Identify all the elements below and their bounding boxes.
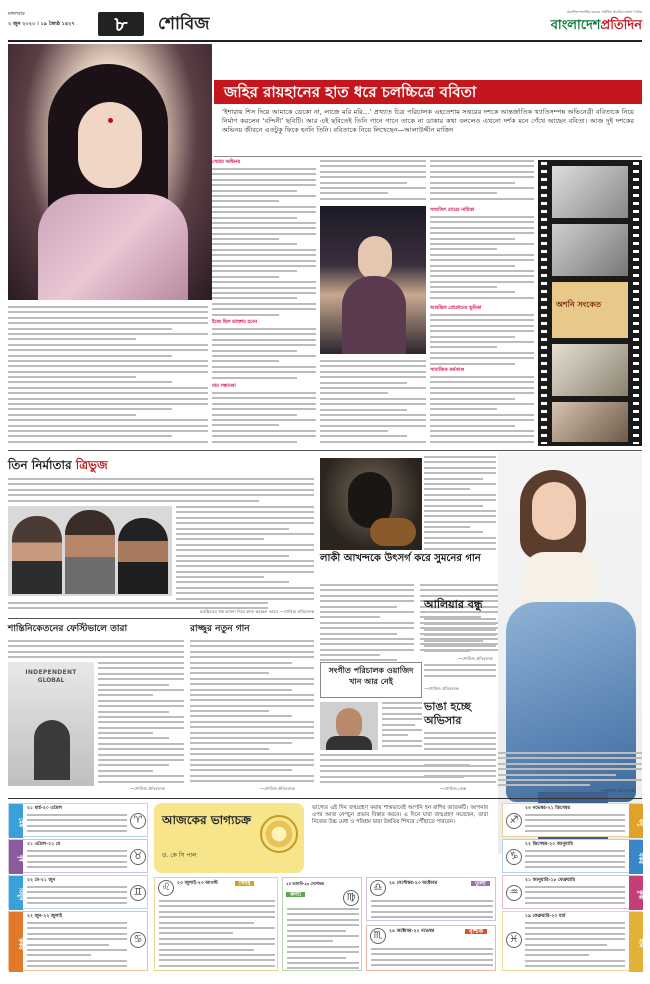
sub-heading-6: সামাজিক কর্মকাণ্ড [430,368,465,373]
lucky-byline: —শোবিজ প্রতিবেদক [458,656,493,661]
sign-name: বৃষ [9,840,23,874]
fish-icon: ♓ [506,932,522,948]
section-divider [8,450,642,451]
sign-date: ২৩ নভেম্বর-২১ ডিসেম্বর [525,806,571,811]
body-lines [371,948,493,970]
scales-icon: ♎ [370,880,386,896]
body-lines [98,662,184,784]
lead-intro: ‘ইশারায় শিস দিয়ে আমাকে ডেকো না, লাজে মরি মরি…’ প্রখ্যাত চিত্র পরিচালক এহতেশাম সত্তরের দশকে আন্তর্জাতিক খ্যাতিসম্পন্ন অভিনেত্রী ববিতাকে নিয়ে নির্মাণ করলেন ‘বন্দিনী’ ছবিটি। আর এই ছবিতেই তিনি গানে গানে তাকে না ডাকার কথা বললেও এখনো দর্শক মনে গেঁথে আছেন ববিতা। আজ দুই দশকের অভিনয় জীবনে এতটুকু ফিকে হননি তিনি। ববিতাকে নিয়ে লিখেছেন—আলাউদ্দীন মাজিদ [222,108,634,134]
film-poster-ashani-sanket [552,282,628,338]
film-perforations-left [541,162,547,444]
sign-name: মিথুন [9,876,23,910]
sign-kanya [282,877,362,971]
body-lines [212,168,316,316]
body-lines [430,160,534,204]
body-lines [525,886,625,908]
sign-name: কর্কট [9,912,23,972]
sign-name: মেষ [9,804,23,838]
lead-col1 [212,160,316,446]
body-lines [8,640,184,662]
bindi [108,118,113,123]
face-shape [78,102,142,188]
saree-shape [38,194,188,300]
body-lines [212,328,316,380]
body-lines [430,376,534,446]
body-lines [320,360,426,446]
rajjak-byline: —শোবিজ প্রতিবেদক [260,786,295,791]
sign-date: ২১ জানুয়ারি-১৮ ফেব্রুয়ারি [525,878,576,883]
twins-icon: ♊ [130,885,146,901]
body-lines [27,886,127,908]
sub-heading-4: সত্যজিৎ রায়ের নায়িকা [430,208,475,213]
sub-heading-3: যার সন্ধানমা [212,384,236,389]
avisar-byline: —শোবিজ প্রতিবেদক [600,788,635,793]
sign-mesh [8,803,148,837]
body-lines [176,506,314,600]
horoscope-section [8,798,642,978]
alia-headline: আলিয়ার বন্ধু [424,598,483,611]
sub-heading-2: ইচ্ছে ছিল ডাক্তার হবেন [212,320,258,325]
sign-name: ধনু [629,804,643,838]
body-lines [212,392,316,446]
sign-name: মকর [629,840,643,874]
body-lines [287,908,359,968]
body-lines [424,732,496,786]
inset-figure [358,236,392,280]
body-lines [320,160,426,200]
wajid-headline: সংগীত পরিচালক ওয়াজিদ খান আর নেই [328,666,414,686]
sign-dhanu [502,803,642,837]
masthead-tagline: প্রকাশিত শতাধিক বছরের সর্বাধিক প্রচারিত বাংলা দৈনিক [566,10,642,14]
lion-icon: ♌ [158,880,174,896]
lead-col2 [320,160,426,446]
sumon-photo [320,458,422,550]
zodiac-wheel-icon [260,815,298,853]
alia-face [532,482,576,540]
body-lines [525,922,625,968]
trio-photo [8,506,172,596]
wajid-byline: —শোবিজ ডেস্ক [440,786,466,791]
bobita-portrait [8,44,212,300]
body-lines [371,900,493,920]
body-lines [27,850,127,872]
body-lines [424,664,496,684]
sign-name: মীন [629,912,643,972]
sign-makar [502,839,642,873]
body-lines [27,814,127,836]
lead-headline: জহির রায়হানের হাত ধরে চলচ্চিত্রে ববিতা [224,83,477,101]
film-frame-2 [552,224,628,276]
sign-date: ১৯ ফেব্রুয়ারি-২০ মার্চ [525,914,566,919]
logo-main: বাংলাদেশ [550,18,601,33]
body-lines [320,584,414,662]
wajid-headline-box [320,662,422,698]
masthead-rule [8,40,642,42]
poster-title: অশনি সংকেত [556,300,602,309]
film-frame-4 [552,344,628,396]
trio-headline-accent: ত্রিভুজ [75,458,108,472]
body-lines [424,618,496,654]
poster-figure [34,720,70,780]
sign-name: সিংহ [235,881,254,886]
sign-date: ২২ জুন-২২ জুলাই [27,914,63,919]
sign-brishchik [366,925,496,971]
body-lines [8,306,208,446]
brand-logo [540,16,642,36]
date-label: ২ জুন ২০২০ । ১৯ জ্যৈষ্ঠ ১৪২৭ [8,21,75,27]
lucky-headline: লাকী আখন্দকে উৎসর্গ করে সুমনের গান [320,553,481,564]
virgo-icon: ♍ [343,890,359,906]
section-title: শোবিজ [158,14,210,34]
sub-heading-1: সেরার অভিনয় [212,160,241,165]
person-1 [12,516,62,594]
rajjak-headline: রাজ্জুর নতুন গান [190,624,250,634]
sign-date: ২৩ জুলাই-২৩ আগস্ট [177,881,218,886]
day-label: মঙ্গলবার [8,11,25,17]
festival-headline: শান্তিনিকেতনের ফেস্টিভালে তারা [8,624,128,634]
body-lines [525,814,625,836]
guitar-shape [370,518,416,546]
body-lines [424,456,496,552]
sign-karkat [8,911,148,971]
film-perforations-right [633,162,639,444]
poster-bottom-text: GLOBAL [37,677,65,684]
sign-mithun [8,875,148,909]
sign-date: ২১ এপ্রিল-২১ মে [27,842,61,847]
body-lines [8,478,314,504]
alia-byline: —শোবিজ প্রতিবেদক [424,686,459,691]
horoscope-intro: ভাগ্যের এই দিন জন্মগ্রহণ করায় শান্তভাবেই আপনি হন রাশির জাতকটি। আপনার ওপর আজ নেপচুন প্রভাব বিস্তার করবে। এ দিনে যারা জন্মগ্রহণ করেছেন, তারা নিজের উচ্চ মেধা ও পরিশ্রম দ্বারা উন্নতির শিখরে পৌঁছাতে পারবেন। [312,805,488,826]
wajid-body [326,736,372,750]
archer-icon: ♐ [506,813,522,829]
sign-date: ২২ ডিসেম্বর-২০ জানুয়ারি [525,842,573,847]
sign-name: তুলা [471,881,490,886]
body-lines [525,850,625,872]
body-lines [159,900,275,968]
avisar-headline: ভাঙা হচ্ছে অভিসার [424,700,472,727]
film-frame-5 [552,402,628,442]
lead-divider [214,156,642,157]
inset-figure-body [342,276,406,354]
crab-icon: ♋ [130,932,146,948]
sub-heading-5: আমন্ত্রিত প্রোগ্রামের ভূমিকা [430,306,482,311]
horoscope-title: আজকের ভাগ্যচক্র [162,813,252,827]
sign-kumbha [502,875,642,909]
trio-headline [8,456,188,474]
sign-date: ২১ মার্চ-২০ এপ্রিল [27,806,63,811]
sign-name: কুম্ভ [629,876,643,910]
film-strip [538,160,642,446]
body-lines [190,640,314,784]
page-number: ৮ [98,12,144,36]
lead-headline-bar [214,80,642,104]
person-3 [118,518,168,594]
alia-photo [498,452,642,854]
sign-meen [502,911,642,971]
sign-date: ২২ মে-২১ জুন [27,878,56,883]
sign-date: ২৪ অক্টোবর-২২ নভেম্বর [389,929,435,934]
poster-top-text: INDEPENDENT [25,669,77,676]
ram-icon: ♈ [130,813,146,829]
person-2 [65,510,115,594]
sign-date: ২৪ সেপ্টেম্বর-২৩ অক্টোবর [389,881,438,886]
body-lines [27,922,127,968]
scorpion-icon: ♏ [370,928,386,944]
sign-tula [366,877,496,921]
body-lines [430,216,534,302]
sign-name: কন্যা [286,892,305,897]
body-lines [430,314,534,366]
water-bearer-icon: ♒ [506,885,522,901]
logo-accent: প্রতিদিন [600,18,642,33]
sign-singha [154,877,278,971]
wajid-photo [320,702,378,750]
body-lines [498,752,642,788]
horoscope-title-box [154,803,304,873]
sign-brish [8,839,148,873]
trio-caption-tail: চলচ্চিত্রের গল্প ভাবনা নিয়ে কাজ করছেন তারা। —শোবিজ প্রতিবেদক [200,609,315,614]
horoscope-author: ড. কে সি পাল [162,852,197,859]
festival-byline: —শোবিজ প্রতিবেদক [130,786,165,791]
festival-poster [8,662,94,786]
goat-icon: ♑ [506,849,522,865]
body-lines [382,702,422,750]
bull-icon: ♉ [130,849,146,865]
sign-name: বৃশ্চিক [465,929,487,934]
lead-col3 [430,160,534,446]
masthead [8,10,642,40]
trio-headline-main: তিন নির্মাতার [8,458,76,472]
sign-date: ২৪ আগস্ট-২৩ সেপ্টেম্বর [286,881,324,886]
film-frame-1 [552,166,628,218]
section-divider [8,618,314,619]
bobita-inset-photo [320,206,426,354]
